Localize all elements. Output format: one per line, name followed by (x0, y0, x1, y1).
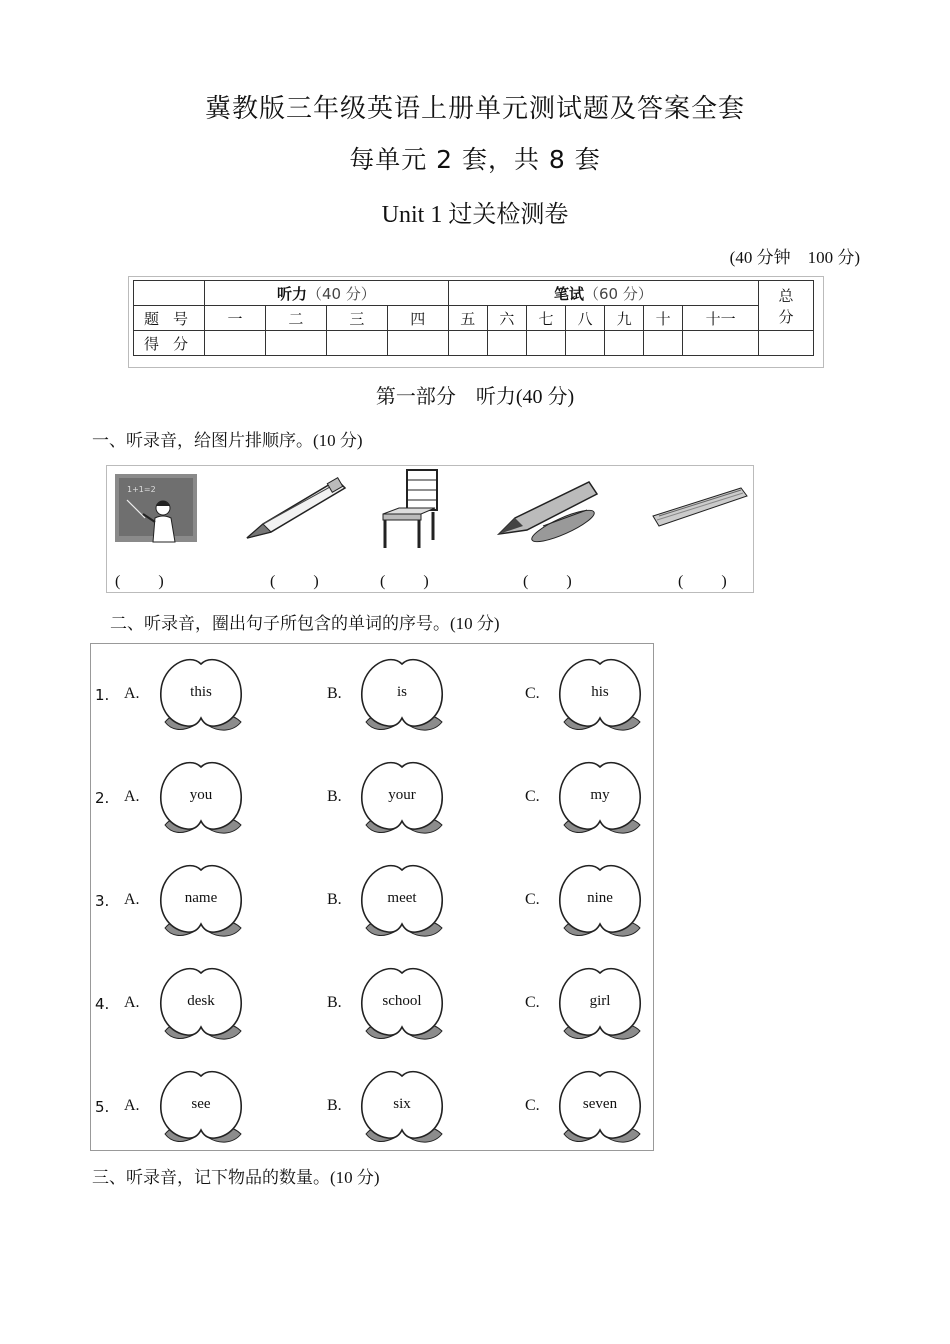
item-number: 2. (95, 789, 110, 807)
option-word: seven (582, 1096, 618, 1112)
option-letter[interactable]: C. (525, 1097, 540, 1114)
question-number-cell: 九 (605, 306, 644, 331)
question-number-cell: 五 (448, 306, 487, 331)
score-cell[interactable] (387, 331, 448, 356)
option-word: see (191, 1096, 211, 1112)
score-table-frame (128, 276, 824, 368)
option-word: desk (187, 993, 215, 1009)
question-number-cell: 十一 (683, 306, 759, 331)
peach-option[interactable] (155, 652, 247, 736)
unit-title: Unit 1 过关检测卷 (381, 202, 569, 228)
q2-item-row (91, 648, 653, 748)
question-number-cell: 一 (205, 306, 266, 331)
score-cell[interactable] (683, 331, 759, 356)
pen-icon (493, 474, 603, 544)
peach-option[interactable] (155, 755, 247, 839)
option-letter[interactable]: A. (124, 788, 140, 805)
q2-item-row (91, 1060, 653, 1160)
option-letter[interactable]: B. (327, 788, 342, 805)
score-cell[interactable] (265, 331, 326, 356)
peach-option[interactable] (356, 961, 448, 1045)
option-letter[interactable]: B. (327, 891, 342, 908)
option-letter[interactable]: C. (525, 891, 540, 908)
q2-word-panel (90, 643, 654, 1151)
option-letter[interactable]: C. (525, 788, 540, 805)
peach-option[interactable] (155, 858, 247, 942)
option-word: name (184, 890, 218, 906)
teacher-blackboard-icon (113, 472, 199, 546)
option-word: six (393, 1096, 411, 1112)
item-number: 5. (95, 1098, 110, 1116)
q2-item-row (91, 854, 653, 954)
score-label: 得分 (134, 331, 205, 356)
answer-blank[interactable]: ( ) (678, 573, 729, 590)
question-number-cell: 十 (644, 306, 683, 331)
answer-blank[interactable]: ( ) (115, 573, 166, 590)
q1-picture-panel (106, 465, 754, 593)
option-letter[interactable]: C. (525, 685, 540, 702)
writing-header: 笔试（60 分） (448, 281, 758, 306)
option-word: is (396, 684, 407, 700)
question-number-cell: 二 (265, 306, 326, 331)
question-number-cell: 四 (387, 306, 448, 331)
score-cell[interactable] (565, 331, 604, 356)
listening-header: 听力（40 分） (205, 281, 449, 306)
q2-item-row (91, 751, 653, 851)
time-info: (40 分钟 100 分) (729, 248, 860, 267)
option-word: my (590, 787, 610, 803)
page-subtitle: 每单元 2 套，共 8 套 (349, 145, 601, 174)
option-letter[interactable]: B. (327, 685, 342, 702)
question-number-cell: 六 (487, 306, 526, 331)
q2-instruction: 二、听录音，圈出句子所包含的单词的序号。(10 分) (110, 614, 500, 633)
peach-option[interactable] (554, 961, 646, 1045)
option-word: nine (587, 890, 613, 906)
option-word: meet (387, 890, 417, 906)
option-word: school (382, 993, 422, 1009)
peach-option[interactable] (356, 1064, 448, 1148)
item-number: 1. (95, 686, 110, 704)
peach-option[interactable] (155, 1064, 247, 1148)
peach-option[interactable] (554, 755, 646, 839)
answer-blank[interactable]: ( ) (380, 573, 431, 590)
question-number-label: 题号 (134, 306, 205, 331)
q1-instruction: 一、听录音，给图片排顺序。(10 分) (92, 431, 363, 450)
option-letter[interactable]: C. (525, 994, 540, 1011)
pencil-icon (241, 474, 349, 544)
chair-icon (377, 468, 443, 552)
item-number: 4. (95, 995, 110, 1013)
question-number-cell: 三 (326, 306, 387, 331)
option-word: your (388, 787, 416, 803)
score-cell[interactable] (205, 331, 266, 356)
option-letter[interactable]: A. (124, 994, 140, 1011)
page-title: 冀教版三年级英语上册单元测试题及答案全套 (204, 94, 745, 124)
option-word: you (189, 787, 213, 803)
peach-option[interactable] (155, 961, 247, 1045)
peach-option[interactable] (554, 1064, 646, 1148)
part-one-title: 第一部分 听力(40 分) (375, 386, 575, 408)
score-cell[interactable] (326, 331, 387, 356)
option-letter[interactable]: B. (327, 1097, 342, 1114)
score-cell[interactable] (526, 331, 565, 356)
option-letter[interactable]: A. (124, 1097, 140, 1114)
score-cell[interactable] (448, 331, 487, 356)
score-table-corner (134, 281, 205, 306)
peach-option[interactable] (356, 652, 448, 736)
total-header: 总 分 (759, 281, 814, 331)
score-cell[interactable] (605, 331, 644, 356)
option-letter[interactable]: A. (124, 891, 140, 908)
score-cell[interactable] (644, 331, 683, 356)
option-word: girl (589, 993, 611, 1009)
peach-option[interactable] (554, 858, 646, 942)
score-cell[interactable] (487, 331, 526, 356)
score-table (133, 280, 814, 356)
q3-instruction: 三、听录音，记下物品的数量。(10 分) (92, 1168, 380, 1187)
option-word: his (591, 684, 609, 700)
ruler-icon (649, 482, 749, 532)
peach-option[interactable] (554, 652, 646, 736)
option-letter[interactable]: A. (124, 685, 140, 702)
answer-blank[interactable]: ( ) (523, 573, 574, 590)
total-score-cell[interactable] (759, 331, 814, 356)
option-letter[interactable]: B. (327, 994, 342, 1011)
question-number-cell: 七 (526, 306, 565, 331)
q2-item-row (91, 957, 653, 1057)
question-number-cell: 八 (565, 306, 604, 331)
peach-option[interactable] (356, 858, 448, 942)
peach-option[interactable] (356, 755, 448, 839)
option-word: this (190, 684, 212, 700)
answer-blank[interactable]: ( ) (270, 573, 321, 590)
item-number: 3. (95, 892, 110, 910)
svg-text:1+1=2: 1+1=2 (127, 485, 156, 494)
